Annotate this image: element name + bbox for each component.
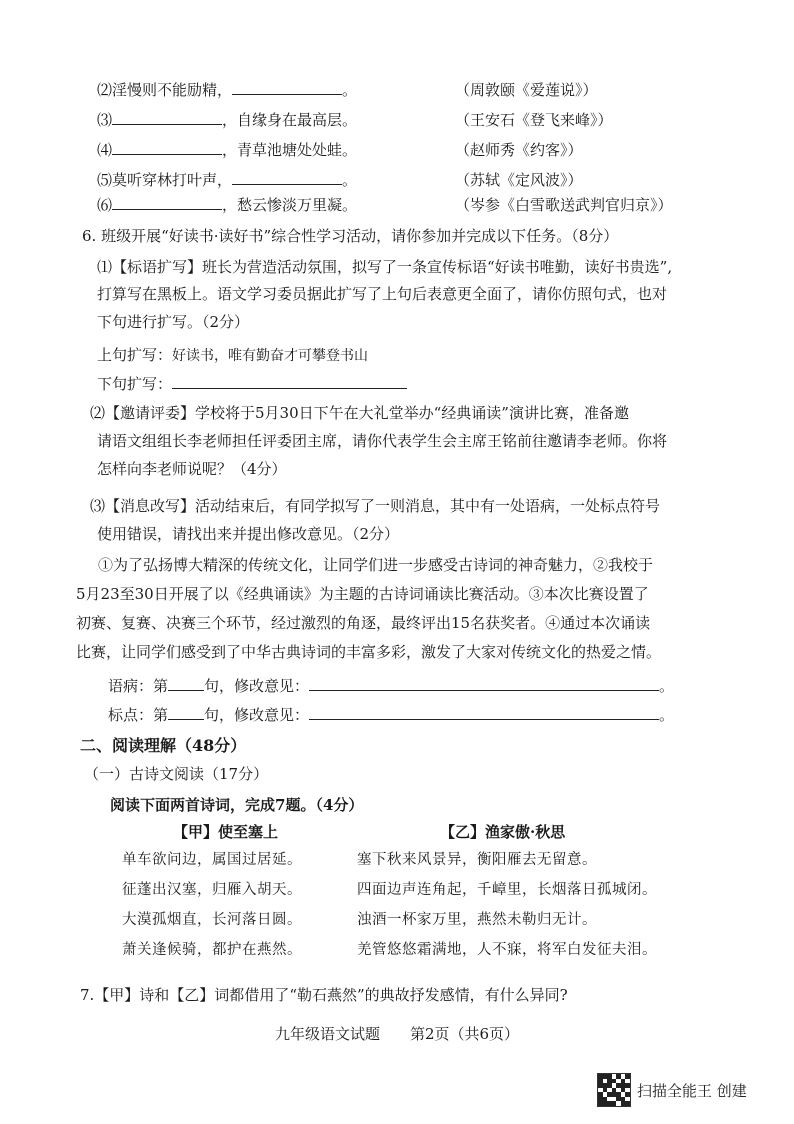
poem-a-line: 萧关逢候骑，都护在燕然。 [122, 942, 302, 958]
subsection-title: （一）古诗文阅读（17分） [84, 765, 269, 783]
q6-p2-line: ⑵【邀请评委】学校将于5月30日下午在大礼堂举办“经典诵读”演讲比赛，准备邀 [90, 404, 629, 422]
fill-source: （赵师秀《约客》） [455, 141, 583, 159]
fill-item-3: ⑶ ，自缘身在最高层。 [97, 111, 358, 129]
handwritten-answer: 好读书，唯有勤奋才可攀登书山 [172, 348, 369, 364]
q6-p2-line: 怎样向李老师说呢？（4分） [97, 460, 287, 478]
answer-blank[interactable] [112, 195, 222, 210]
news-line: 5月23至30日开展了以《经典诵读》为主题的古诗词诵读比赛活动。③本次比赛设置了 [76, 585, 649, 603]
news-line: 比赛，让同学们感受到了中华古典诗词的丰富多彩，激发了大家对传统文化的热爱之情。 [76, 643, 662, 661]
poem-b-line: 浊酒一杯家万里，燕然未勒归无计。 [357, 912, 597, 928]
page-footer: 九年级语文试题 第2页（共6页） [274, 1025, 520, 1043]
revision-blank[interactable] [309, 705, 659, 720]
q6-p3-line: ⑶【消息改写】活动结束后，有同学拟写了一则消息，其中有一处语病，一处标点符号 [90, 497, 661, 515]
fill-source: （周敦颐《爱莲说》） [455, 81, 598, 99]
fill-source: （苏轼《定风波》） [455, 171, 583, 189]
q7-stem: 7.【甲】诗和【乙】词都借用了“勒石燕然”的典故抒发感情，有什么异同? [80, 986, 568, 1004]
poem-a-line: 大漠孤烟直，长河落日圆。 [122, 912, 302, 928]
answer-blank[interactable] [232, 170, 342, 185]
q6-p1-line: 下句进行扩写。（2分） [97, 313, 250, 331]
upper-expansion: 上句扩写：好读书，唯有勤奋才可攀登书山 [97, 346, 369, 364]
fill-item-6: ⑹ ，愁云惨淡万里凝。 [97, 196, 358, 214]
q6-p2-line: 请语文组组长李老师担任评委团主席，请你代表学生会主席王铭前往邀请李老师。你将 [97, 432, 668, 450]
scanner-watermark [597, 1073, 747, 1107]
lower-expansion-blank[interactable] [172, 374, 407, 389]
poem-b-title: 【乙】渔家傲·秋思 [440, 823, 566, 841]
poem-b-line: 塞下秋来风景异，衡阳雁去无留意。 [357, 852, 597, 868]
qr-code-icon [597, 1073, 631, 1107]
section-title: 二、阅读理解（48分） [80, 736, 247, 755]
poem-a-line: 征蓬出汉塞，归雁入胡天。 [122, 882, 302, 898]
answer-blank[interactable] [112, 110, 222, 125]
poem-b-line: 四面边声连角起，千嶂里，长烟落日孤城闭。 [357, 882, 657, 898]
answer-blank[interactable] [232, 80, 342, 95]
fill-item-2: ⑵淫慢则不能励精， 。 [97, 81, 358, 99]
poem-a-line: 单车欲问边，属国过居延。 [122, 852, 302, 868]
fill-item-5: ⑸莫听穿林打叶声， 。 [97, 171, 358, 189]
grammar-error-row: 语病：第 句，修改意见： 。 [108, 677, 675, 695]
answer-blank[interactable] [112, 140, 222, 155]
news-line: ①为了弘扬博大精深的传统文化，让同学们进一步感受古诗词的神奇魅力，②我校于 [98, 556, 654, 574]
watermark-text: 扫描全能王 创建 [637, 1081, 747, 1100]
poem-b-line: 羌管悠悠霜满地，人不寐，将军白发征夫泪。 [357, 942, 657, 958]
fill-item-4: ⑷ ，青草池塘处处蛙。 [97, 141, 358, 159]
fill-source: （王安石《登飞来峰》） [455, 111, 613, 129]
q6-p1-line: 打算写在黑板上。语文学习委员据此扩写了上句后表意更全面了，请你仿照句式，也对 [97, 285, 668, 303]
sentence-number-blank[interactable] [168, 705, 204, 720]
q6-p1-line: ⑴【标语扩写】班长为营造活动氛围，拟写了一条宣传标语“好读书唯勤，读好书贵选”, [97, 258, 673, 276]
revision-blank[interactable] [309, 676, 659, 691]
q6-stem: 6. 班级开展“好读书·读好书”综合性学习活动，请你参加并完成以下任务。（8分） [82, 227, 619, 245]
q6-p3-line: 使用错误，请找出来并提出修改意见。（2分） [97, 525, 400, 543]
lower-expansion: 下句扩写： [97, 374, 407, 394]
reading-instruction: 阅读下面两首诗词，完成7题。（4分） [110, 796, 364, 814]
fill-source: （岑参《白雪歌送武判官归京》） [455, 196, 673, 214]
sentence-number-blank[interactable] [168, 676, 204, 691]
news-line: 初赛、复赛、决赛三个环节，经过激烈的角逐，最终评出15名获奖者。④通过本次诵读 [76, 614, 651, 632]
punctuation-error-row: 标点：第 句，修改意见： 。 [108, 706, 675, 724]
poem-a-title: 【甲】使至塞上 [173, 823, 279, 841]
